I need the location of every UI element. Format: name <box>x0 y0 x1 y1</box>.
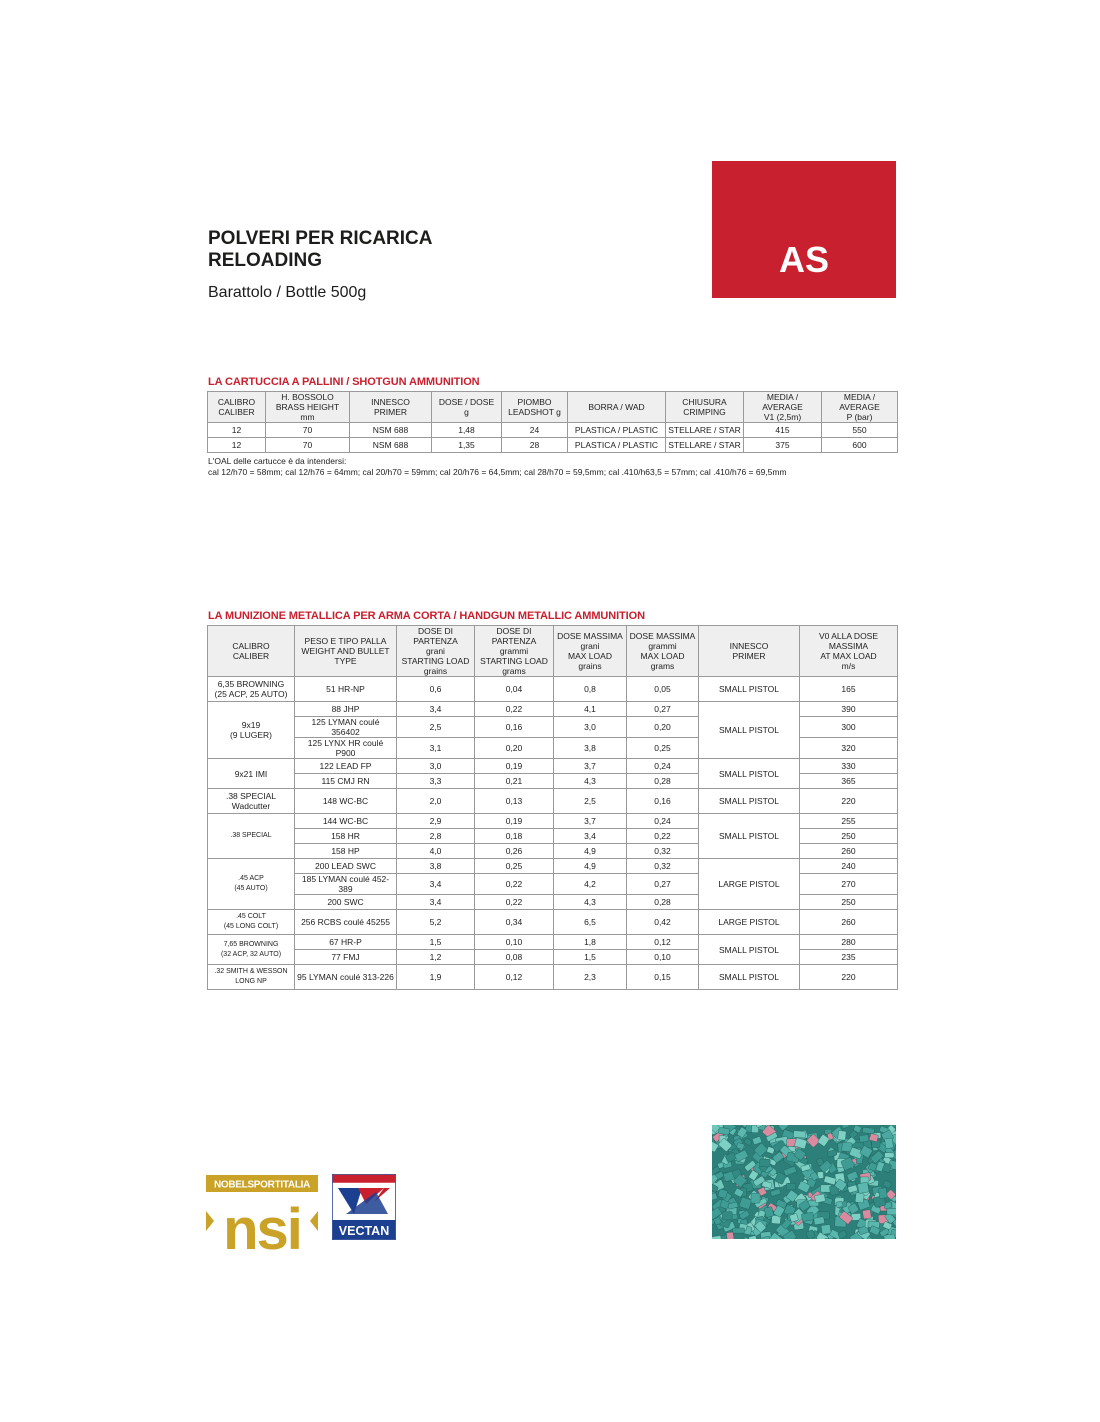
velocity-cell: 220 <box>800 965 898 990</box>
cell-text-line: BRASS HEIGHT mm <box>275 402 340 422</box>
cell-text-line: (32 ACP, 32 AUTO) <box>220 950 282 958</box>
table-cell: 3,4 <box>397 895 475 910</box>
table-cell: 4,1 <box>554 702 627 717</box>
handgun-column-header <box>475 626 554 677</box>
table-cell: 550 <box>822 423 898 438</box>
cell-text-line: MEDIA / AVERAGE <box>762 392 803 412</box>
nsi-logo <box>206 1175 318 1263</box>
table-cell: 256 RCBS coulé 45255 <box>295 910 397 935</box>
table-cell: 3,4 <box>554 829 627 844</box>
cell-text-line: .32 SMITH & WESSON <box>214 968 288 975</box>
table-cell: STELLARE / STAR <box>666 423 744 438</box>
table-cell: 0,32 <box>627 859 699 874</box>
cell-text-line: PRIMER <box>373 407 408 417</box>
powder-granule <box>862 1209 871 1219</box>
cell-text-line: PRIMER <box>732 651 766 661</box>
primer-cell: LARGE PISTOL <box>699 859 800 910</box>
shotgun-column-header <box>744 392 822 423</box>
cell-text-line: MAX LOAD <box>640 651 685 661</box>
title-line-2: RELOADING <box>208 250 322 271</box>
table-cell: 0,24 <box>627 759 699 774</box>
table-row <box>208 702 898 717</box>
caliber-cell <box>208 965 295 990</box>
table-cell: 0,22 <box>475 895 554 910</box>
primer-cell: SMALL PISTOL <box>699 759 800 789</box>
table-cell: STELLARE / STAR <box>666 438 744 453</box>
primer-cell: SMALL PISTOL <box>699 965 800 990</box>
cell-text-line: grani <box>426 646 445 656</box>
table-cell: 3,0 <box>554 717 627 738</box>
table-cell: 0,15 <box>627 965 699 990</box>
product-code: AS <box>778 238 829 280</box>
table-cell: 70 <box>266 423 350 438</box>
caliber-cell <box>208 935 295 965</box>
table-cell: 2,9 <box>397 814 475 829</box>
oal-note-line-2: cal 12/h70 = 58mm; cal 12/h76 = 64mm; cal 20/h70 = 59mm; cal 20/h76 = 64,5mm; cal 28/h70 = 59,5mm; cal .410/h63,5 = 57mm; cal .410/h76 = 69,5mm <box>208 467 787 477</box>
product-badge <box>712 161 896 298</box>
cell-text-line: V1 (2,5m) <box>763 412 802 422</box>
cell-text-line: AT MAX LOAD <box>820 651 877 661</box>
table-cell: 0,20 <box>475 738 554 759</box>
velocity-cell: 220 <box>800 789 898 814</box>
handgun-column-header <box>295 626 397 677</box>
table-cell: 67 HR-P <box>295 935 397 950</box>
table-cell: 148 WC-BC <box>295 789 397 814</box>
table-cell: 1,5 <box>554 950 627 965</box>
cell-text-line: .45 ACP <box>238 875 264 882</box>
velocity-cell: 270 <box>800 874 898 895</box>
table-cell: 3,0 <box>397 759 475 774</box>
table-cell: 12 <box>208 438 266 453</box>
cell-text-line: P (bar) <box>846 412 873 422</box>
table-cell: PLASTICA / PLASTIC <box>568 438 666 453</box>
table-cell: 185 LYMAN coulé 452-389 <box>295 874 397 895</box>
table-cell: 1,2 <box>397 950 475 965</box>
table-cell: 3,4 <box>397 874 475 895</box>
table-cell: 3,7 <box>554 759 627 774</box>
powder-granule <box>718 1127 729 1134</box>
oal-note <box>208 456 787 478</box>
cell-text-line: STARTING LOAD <box>480 656 548 666</box>
handgun-column-header <box>699 626 800 677</box>
table-cell: 0,05 <box>627 677 699 702</box>
powder-granule <box>879 1188 888 1199</box>
table-cell: 0,28 <box>627 774 699 789</box>
table-cell: 70 <box>266 438 350 453</box>
shotgun-column-header <box>432 392 502 423</box>
primer-cell: SMALL PISTOL <box>699 935 800 965</box>
powder-granule <box>887 1208 896 1215</box>
cell-text-line: 9x21 IMI <box>234 768 268 779</box>
powder-granule <box>857 1182 869 1193</box>
powder-granule <box>786 1183 796 1190</box>
powder-granule <box>821 1224 831 1234</box>
shotgun-column-header <box>350 392 432 423</box>
table-cell: 1,8 <box>554 935 627 950</box>
cell-text-line: (45 AUTO) <box>234 885 268 892</box>
table-row <box>208 859 898 874</box>
cell-text-line: DOSE DI PARTENZA <box>413 626 458 646</box>
table-cell: 158 HR <box>295 829 397 844</box>
powder-granule <box>836 1201 843 1208</box>
table-cell: 4,2 <box>554 874 627 895</box>
table-cell: 51 HR-NP <box>295 677 397 702</box>
velocity-cell: 260 <box>800 910 898 935</box>
cell-text-line: grani <box>580 641 600 651</box>
caliber-cell <box>208 789 295 814</box>
caliber-cell <box>208 814 295 859</box>
velocity-cell: 255 <box>800 814 898 829</box>
table-cell: 24 <box>502 423 568 438</box>
cell-text-line: STARTING LOAD <box>401 656 470 666</box>
cell-text-line: H. BOSSOLO <box>281 392 334 402</box>
cell-text-line: DOSE MASSIMA <box>557 631 623 641</box>
handgun-section-title: LA MUNIZIONE METALLICA PER ARMA CORTA / HANDGUN METALLIC AMMUNITION <box>208 610 645 622</box>
table-cell: 0,6 <box>397 677 475 702</box>
table-cell: 125 LYMAN coulé 356402 <box>295 717 397 738</box>
cell-text-line: grams <box>502 666 526 676</box>
table-cell: 0,18 <box>475 829 554 844</box>
table-cell: 4,3 <box>554 774 627 789</box>
table-cell: 1,35 <box>432 438 502 453</box>
handgun-column-header <box>397 626 475 677</box>
nsi-logo-main-text: nsi <box>223 1197 301 1262</box>
primer-cell: SMALL PISTOL <box>699 789 800 814</box>
powder-granule <box>722 1212 732 1221</box>
table-cell: 0,12 <box>627 935 699 950</box>
cell-text-line: m/s <box>841 661 856 671</box>
table-cell: 6,5 <box>554 910 627 935</box>
table-cell: 1,48 <box>432 423 502 438</box>
cell-text-line: CRIMPING <box>683 407 726 417</box>
shotgun-column-header <box>266 392 350 423</box>
table-cell: 115 CMJ RN <box>295 774 397 789</box>
table-row <box>208 935 898 950</box>
cell-text-line: CHIUSURA <box>682 397 727 407</box>
powder-granule <box>862 1127 874 1134</box>
table-cell: 0,26 <box>475 844 554 859</box>
cell-text-line: CALIBRO <box>232 641 270 651</box>
velocity-cell: 235 <box>800 950 898 965</box>
vectan-logo <box>332 1174 396 1240</box>
table-cell: 0,28 <box>627 895 699 910</box>
table-row <box>208 759 898 774</box>
shotgun-column-header <box>666 392 744 423</box>
table-cell: 2,0 <box>397 789 475 814</box>
table-cell: 0,42 <box>627 910 699 935</box>
cell-text-line: .38 SPECIAL <box>230 832 272 839</box>
table-cell: 0,21 <box>475 774 554 789</box>
table-cell: 0,34 <box>475 910 554 935</box>
nsi-logo-top-text: NOBELSPORTITALIA <box>213 1179 311 1191</box>
table-cell: 0,20 <box>627 717 699 738</box>
table-cell: PLASTICA / PLASTIC <box>568 423 666 438</box>
cell-text-line: DOSE MASSIMA <box>629 631 696 641</box>
powder-granules-photo <box>712 1125 896 1239</box>
table-cell: 375 <box>744 438 822 453</box>
nsi-left-arrow-icon <box>206 1211 214 1231</box>
powder-granule <box>885 1153 895 1158</box>
powder-granule <box>733 1228 745 1233</box>
table-cell: 88 JHP <box>295 702 397 717</box>
table-cell: 0,27 <box>627 702 699 717</box>
cell-text-line: (25 ACP, 25 AUTO) <box>214 689 288 699</box>
cell-text-line: INNESCO <box>371 397 410 407</box>
table-cell: 0,8 <box>554 677 627 702</box>
table-cell: 1,9 <box>397 965 475 990</box>
caliber-cell <box>208 702 295 759</box>
table-cell: 28 <box>502 438 568 453</box>
table-cell: 4,3 <box>554 895 627 910</box>
cell-text-line: DOSE DI PARTENZA <box>491 626 537 646</box>
handgun-column-header <box>208 626 295 677</box>
shotgun-column-header <box>502 392 568 423</box>
cell-text-line: DOSE / DOSE <box>438 397 495 407</box>
velocity-cell: 320 <box>800 738 898 759</box>
caliber-cell <box>208 759 295 789</box>
cell-text-line: V0 ALLA DOSE MASSIMA <box>818 631 879 651</box>
table-cell: 4,9 <box>554 844 627 859</box>
table-cell: 600 <box>822 438 898 453</box>
table-cell: 4,9 <box>554 859 627 874</box>
table-cell: 0,10 <box>627 950 699 965</box>
table-cell: 5,2 <box>397 910 475 935</box>
table-row <box>208 423 898 438</box>
cell-text-line: grams <box>650 661 675 671</box>
table-row <box>208 814 898 829</box>
table-cell: 0,16 <box>475 717 554 738</box>
table-cell: 3,3 <box>397 774 475 789</box>
table-cell: NSM 688 <box>350 423 432 438</box>
caliber-cell <box>208 859 295 910</box>
table-cell: 1,5 <box>397 935 475 950</box>
cell-text-line: BORRA / WAD <box>588 402 645 412</box>
vectan-logo-text: VECTAN <box>338 1224 390 1238</box>
table-cell: 144 WC-BC <box>295 814 397 829</box>
powder-granule <box>814 1217 825 1225</box>
title-line-1: POLVERI PER RICARICA <box>208 228 433 249</box>
powder-granule <box>759 1159 770 1167</box>
table-cell: 4,0 <box>397 844 475 859</box>
cell-text-line: MAX LOAD <box>568 651 612 661</box>
shotgun-section-title: LA CARTUCCIA A PALLINI / SHOTGUN AMMUNITION <box>208 376 480 388</box>
nsi-right-arrow-icon <box>310 1211 318 1231</box>
handgun-column-header <box>554 626 627 677</box>
powder-granule <box>838 1131 847 1141</box>
table-cell: 415 <box>744 423 822 438</box>
velocity-cell: 330 <box>800 759 898 774</box>
page-subtitle: Barattolo / Bottle 500g <box>208 284 367 301</box>
cell-text-line: PESO E TIPO PALLA <box>304 636 387 646</box>
cell-text-line: (9 LUGER) <box>229 730 273 740</box>
shotgun-column-header <box>822 392 898 423</box>
primer-cell: SMALL PISTOL <box>699 677 800 702</box>
cell-text-line: CALIBER <box>232 651 270 661</box>
caliber-cell <box>208 910 295 935</box>
primer-cell: SMALL PISTOL <box>699 814 800 859</box>
table-cell: 0,10 <box>475 935 554 950</box>
cell-text-line: PIOMBO <box>517 397 552 407</box>
handgun-column-header <box>627 626 699 677</box>
table-cell: 0,22 <box>627 829 699 844</box>
table-cell: 0,25 <box>627 738 699 759</box>
oal-note-line-1: L'OAL delle cartucce è da intendersi: <box>208 456 347 466</box>
table-cell: 3,8 <box>397 859 475 874</box>
cell-text-line: 9x19 <box>241 720 261 730</box>
powder-granule <box>751 1193 760 1203</box>
cell-text-line: 6,35 BROWNING <box>217 679 285 689</box>
table-cell: 3,8 <box>554 738 627 759</box>
cell-text-line: grains <box>578 661 602 671</box>
shotgun-table <box>207 391 898 453</box>
primer-cell: LARGE PISTOL <box>699 910 800 935</box>
cell-text-line: g <box>464 407 469 417</box>
cell-text-line: grammi <box>499 646 529 656</box>
table-cell: 3,4 <box>397 702 475 717</box>
velocity-cell: 390 <box>800 702 898 717</box>
cell-text-line: .38 SPECIAL <box>225 791 277 801</box>
cell-text-line: WEIGHT AND BULLET TYPE <box>301 646 390 666</box>
cell-text-line: CALIBRO <box>217 397 256 407</box>
table-cell: 0,13 <box>475 789 554 814</box>
cell-text-line: Wadcutter <box>231 801 271 811</box>
table-row <box>208 965 898 990</box>
cell-text-line: LONG NP <box>235 978 267 985</box>
table-row <box>208 910 898 935</box>
velocity-cell: 280 <box>800 935 898 950</box>
table-cell: 3,1 <box>397 738 475 759</box>
cell-text-line: CALIBER <box>218 407 255 417</box>
cell-text-line: grains <box>423 666 448 676</box>
table-cell: 12 <box>208 423 266 438</box>
table-cell: 200 SWC <box>295 895 397 910</box>
shotgun-column-header <box>208 392 266 423</box>
velocity-cell: 240 <box>800 859 898 874</box>
cell-text-line: (45 LONG COLT) <box>223 923 279 930</box>
table-cell: 0,22 <box>475 874 554 895</box>
cell-text-line: 7,65 BROWNING <box>223 940 279 948</box>
table-cell: 0,16 <box>627 789 699 814</box>
cell-text-line: grammi <box>648 641 677 651</box>
cell-text-line: LEADSHOT g <box>508 407 561 417</box>
table-row <box>208 438 898 453</box>
table-cell: 0,19 <box>475 814 554 829</box>
velocity-cell: 250 <box>800 895 898 910</box>
table-cell: 2,3 <box>554 965 627 990</box>
table-cell: 2,5 <box>554 789 627 814</box>
table-cell: 0,19 <box>475 759 554 774</box>
table-cell: 200 LEAD SWC <box>295 859 397 874</box>
table-cell: 95 LYMAN coulé 313-226 <box>295 965 397 990</box>
table-cell: 2,5 <box>397 717 475 738</box>
table-cell: 158 HP <box>295 844 397 859</box>
powder-granule <box>793 1131 806 1139</box>
table-row <box>208 677 898 702</box>
powder-granule <box>726 1232 734 1239</box>
velocity-cell: 365 <box>800 774 898 789</box>
primer-cell: SMALL PISTOL <box>699 702 800 759</box>
table-cell: 3,7 <box>554 814 627 829</box>
table-cell: 0,24 <box>627 814 699 829</box>
cell-text-line: .45 COLT <box>236 913 266 920</box>
handgun-column-header <box>800 626 898 677</box>
velocity-cell: 250 <box>800 829 898 844</box>
velocity-cell: 165 <box>800 677 898 702</box>
table-cell: 0,25 <box>475 859 554 874</box>
table-cell: 0,04 <box>475 677 554 702</box>
table-row <box>208 789 898 814</box>
velocity-cell: 260 <box>800 844 898 859</box>
table-cell: NSM 688 <box>350 438 432 453</box>
cell-text-line: MEDIA / AVERAGE <box>839 392 880 412</box>
vectan-top-stripe <box>333 1175 396 1183</box>
table-cell: 77 FMJ <box>295 950 397 965</box>
table-cell: 125 LYNX HR coulé P900 <box>295 738 397 759</box>
table-cell: 0,27 <box>627 874 699 895</box>
powder-granule <box>855 1192 864 1203</box>
table-cell: 0,32 <box>627 844 699 859</box>
velocity-cell: 300 <box>800 717 898 738</box>
table-cell: 0,08 <box>475 950 554 965</box>
caliber-cell <box>208 677 295 702</box>
shotgun-column-header <box>568 392 666 423</box>
table-cell: 2,8 <box>397 829 475 844</box>
table-cell: 122 LEAD FP <box>295 759 397 774</box>
powder-granule <box>885 1138 894 1149</box>
cell-text-line: INNESCO <box>729 641 769 651</box>
table-cell: 0,12 <box>475 965 554 990</box>
handgun-table <box>207 625 898 990</box>
table-cell: 0,22 <box>475 702 554 717</box>
page-title <box>208 228 433 272</box>
